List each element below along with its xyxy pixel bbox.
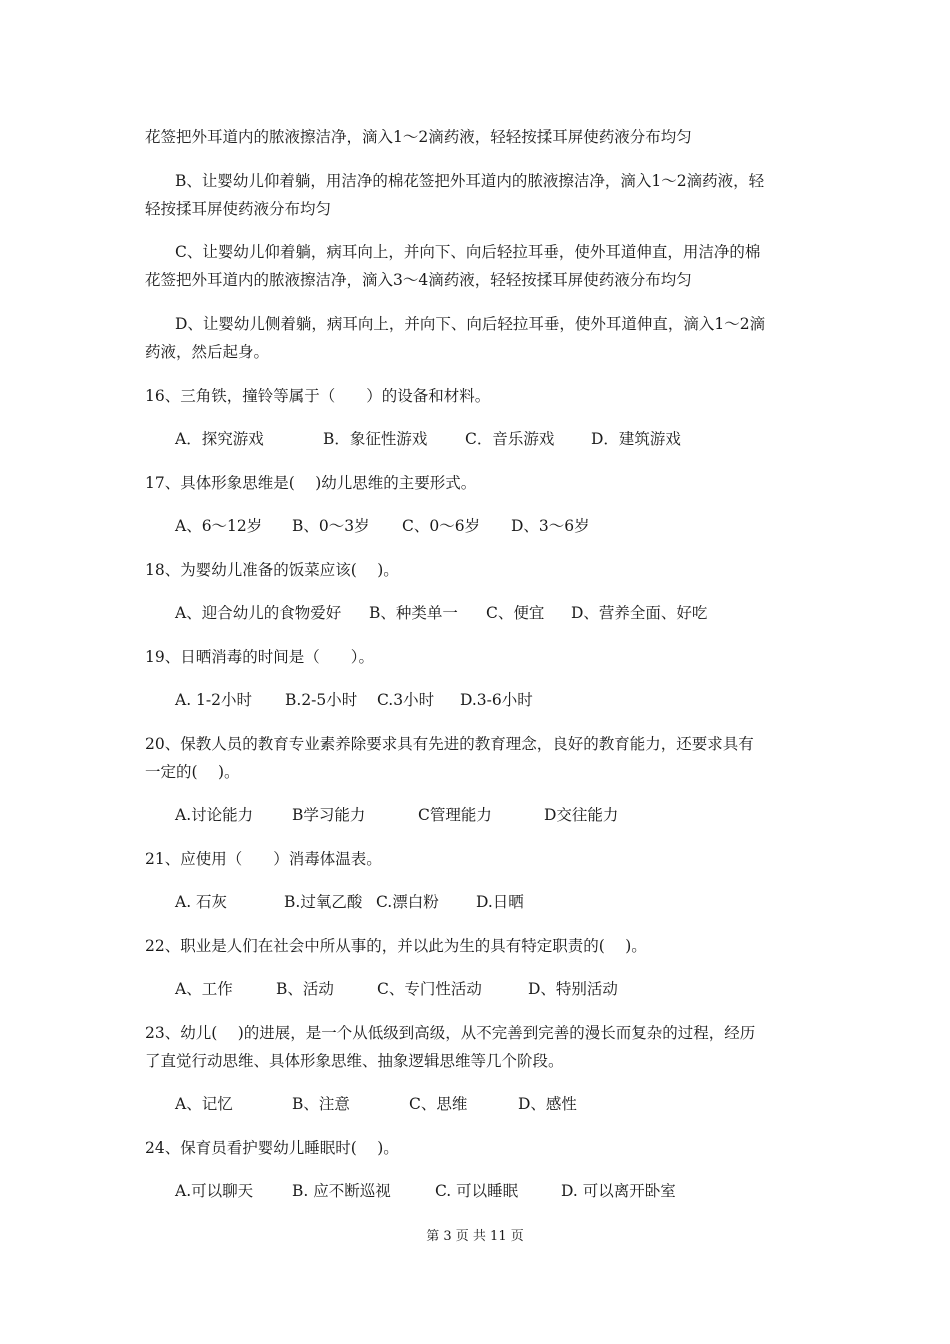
question-22-stem: 22、职业是人们在社会中所从事的，并以此为生的具有特定职责的( )。	[145, 937, 647, 955]
q21-option-b: B.过氧乙酸	[284, 893, 363, 911]
q18-option-d: D、营养全面、好吃	[571, 604, 708, 622]
q15-option-d-line1: D、让婴幼儿侧着躺，病耳向上，并向下、向后轻拉耳垂，使外耳道伸直，滴入1～2滴	[175, 315, 766, 333]
question-17-stem: 17、具体形象思维是( )幼儿思维的主要形式。	[145, 474, 477, 492]
q23-option-d: D、感性	[518, 1095, 577, 1113]
q19-option-a: A. 1-2小时	[175, 691, 253, 709]
q19-option-b: B.2-5小时	[285, 691, 358, 709]
q15-option-b-line1: B、让婴幼儿仰着躺，用洁净的棉花签把外耳道内的脓液擦洁净，滴入1～2滴药液，轻	[175, 172, 765, 190]
q18-option-b: B、种类单一	[369, 604, 458, 622]
q23-option-c: C、思维	[409, 1095, 468, 1113]
q20-option-b: B学习能力	[292, 806, 366, 824]
q21-option-d: D.日晒	[476, 893, 524, 911]
page-number-footer: 第 3 页 共 11 页	[426, 1229, 524, 1244]
q15-option-a-continuation: 花签把外耳道内的脓液擦洁净，滴入1～2滴药液，轻轻按揉耳屏使药液分布均匀	[145, 128, 692, 146]
q21-option-c: C.漂白粉	[376, 893, 439, 911]
q16-option-c: C．音乐游戏	[465, 430, 555, 448]
q24-option-d: D. 可以离开卧室	[561, 1182, 676, 1200]
question-17-options	[175, 516, 590, 536]
q24-option-b: B. 应不断巡视	[292, 1182, 391, 1200]
question-16-stem: 16、三角铁，撞铃等属于（ ）的设备和材料。	[145, 387, 491, 405]
q22-option-b: B、活动	[276, 980, 334, 998]
question-22-options	[175, 979, 618, 999]
q23-option-a: A、记忆	[175, 1095, 233, 1113]
question-24-options	[175, 1181, 676, 1201]
question-19-stem: 19、日晒消毒的时间是（ ）。	[145, 648, 374, 666]
q20-option-c: C管理能力	[418, 806, 492, 824]
q23-option-b: B、注意	[292, 1095, 350, 1113]
q17-option-b: B、0～3岁	[292, 517, 370, 535]
q16-option-b: B．象征性游戏	[323, 430, 428, 448]
q18-option-a: A、迎合幼儿的食物爱好	[175, 604, 342, 622]
q18-option-c: C、便宜	[486, 604, 545, 622]
q22-option-a: A、工作	[175, 980, 233, 998]
q15-option-c-line2: 花签把外耳道内的脓液擦洁净，滴入3～4滴药液，轻轻按揉耳屏使药液分布均匀	[145, 271, 692, 289]
question-20-options	[175, 805, 618, 825]
question-16-options	[175, 429, 681, 449]
question-24-stem: 24、保育员看护婴幼儿睡眠时( )。	[145, 1139, 399, 1157]
q16-option-d: D．建筑游戏	[591, 430, 681, 448]
question-18-stem: 18、为婴幼儿准备的饭菜应该( )。	[145, 561, 399, 579]
q17-option-d: D、3～6岁	[511, 517, 590, 535]
question-18-options	[175, 603, 707, 623]
q15-option-c-line1: C、让婴幼儿仰着躺，病耳向上，并向下、向后轻拉耳垂，使外耳道伸直，用洁净的棉	[175, 243, 761, 261]
q15-option-d-line2: 药液，然后起身。	[145, 343, 270, 361]
question-20-stem-line2: 一定的( )。	[145, 763, 240, 781]
q21-option-a: A. 石灰	[175, 893, 228, 911]
q24-option-a: A.可以聊天	[175, 1182, 254, 1200]
question-19-options	[175, 690, 533, 710]
question-21-options	[175, 892, 524, 912]
q17-option-c: C、0～6岁	[402, 517, 481, 535]
question-21-stem: 21、应使用（ ）消毒体温表。	[145, 850, 382, 868]
question-23-options	[175, 1094, 577, 1114]
q19-option-d: D.3-6小时	[460, 691, 533, 709]
q19-option-c: C.3小时	[377, 691, 435, 709]
question-20-stem: 20、保教人员的教育专业素养除要求具有先进的教育理念，良好的教育能力，还要求具有	[145, 735, 754, 753]
q22-option-d: D、特别活动	[528, 980, 618, 998]
q17-option-a: A、6～12岁	[175, 517, 263, 535]
q24-option-c: C. 可以睡眠	[435, 1182, 519, 1200]
q15-option-b-line2: 轻按揉耳屏使药液分布均匀	[145, 200, 332, 218]
q16-option-a: A．探究游戏	[175, 430, 264, 448]
q20-option-d: D交往能力	[544, 806, 619, 824]
q20-option-a: A.讨论能力	[175, 806, 254, 824]
question-23-stem-line2: 了直觉行动思维、具体形象思维、抽象逻辑思维等几个阶段。	[145, 1052, 564, 1070]
question-23-stem: 23、幼儿( )的进展，是一个从低级到高级，从不完善到完善的漫长而复杂的过程，经历	[145, 1024, 756, 1042]
q22-option-c: C、专门性活动	[377, 980, 482, 998]
